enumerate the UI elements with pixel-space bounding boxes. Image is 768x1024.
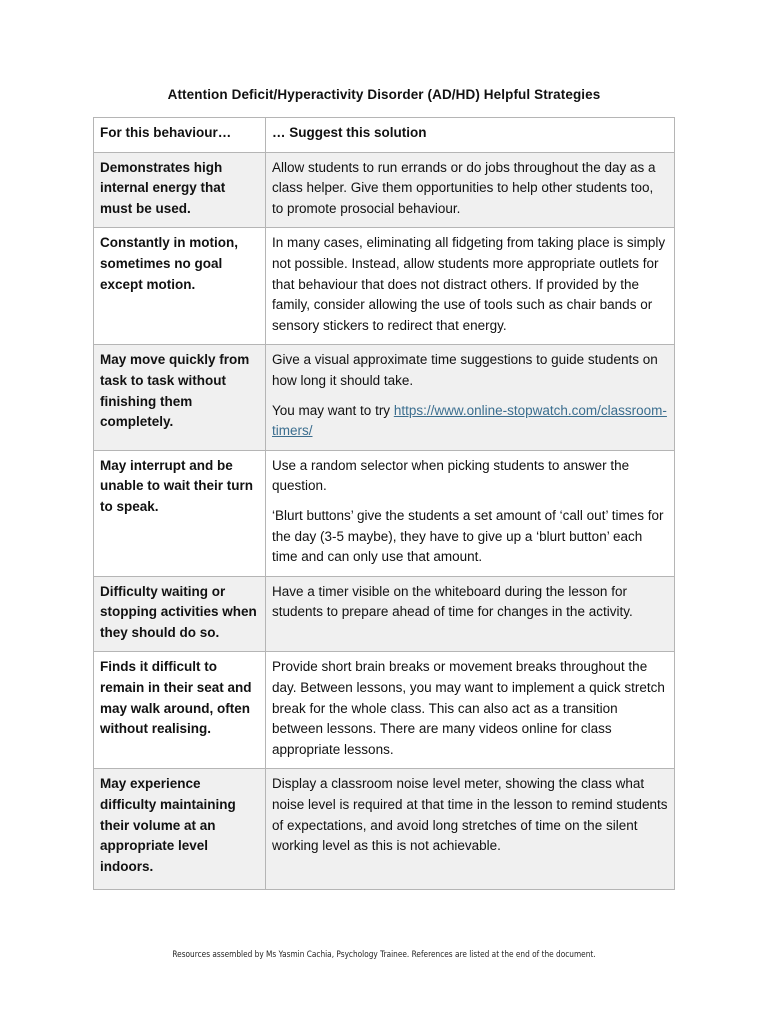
solution-cell [266, 450, 675, 576]
solution-cell [266, 152, 675, 228]
table-row [94, 345, 675, 450]
table-row [94, 152, 675, 228]
solution-text: Use a random selector when picking students to answer the question. [272, 457, 630, 494]
page-footer: Resources assembled by Ms Yasmin Cachia, Psychology Trainee. References are listed at the end of the document. [172, 950, 596, 960]
solution-text: ‘Blurt buttons’ give the students a set amount of ‘call out’ times for the day (3-5 maybe), they have to give up a ‘blurt button’ each time and can only use that amount. [272, 507, 664, 565]
solution-cell [266, 228, 675, 345]
solution-cell [266, 345, 675, 450]
behaviour-cell: Demonstrates high internal energy that must be used. [94, 152, 266, 228]
header-solution: … Suggest this solution [266, 118, 675, 153]
solution-cell [266, 576, 675, 652]
solution-text: Have a timer visible on the whiteboard during the lesson for students to prepare ahead of time for changes in the activity. [272, 583, 633, 620]
header-behaviour: For this behaviour… [94, 118, 266, 153]
table-row [94, 652, 675, 769]
solution-cell [266, 652, 675, 769]
table-row [94, 228, 675, 345]
table-row [94, 576, 675, 652]
solution-text-link-para [272, 401, 668, 442]
behaviour-cell: Difficulty waiting or stopping activities when they should do so. [94, 576, 266, 652]
table-row [94, 450, 675, 576]
solution-text: Display a classroom noise level meter, showing the class what noise level is required at that time in the lesson to remind students of expectations, and avoid long stretches of time on the silent working level as this is not achievable. [272, 776, 668, 854]
behaviour-cell: May experience difficulty maintaining their volume at an appropriate level indoors. [94, 769, 266, 890]
solution-cell [266, 769, 675, 890]
page-title: Attention Deficit/Hyperactivity Disorder (AD/HD) Helpful Strategies [167, 87, 601, 102]
strategies-table [93, 117, 675, 890]
timer-link[interactable]: https://www.online-stopwatch.com/classroom-timers/ [272, 402, 667, 439]
solution-text: Give a visual approximate time suggestions to guide students on how long it should take. [272, 352, 658, 388]
solution-text: Provide short brain breaks or movement breaks throughout the day. Between lessons, you may want to implement a quick stretch break for the whole class. This can also act as a transition between lessons. There are many videos online for class appropriate lessons. [272, 659, 665, 757]
table-row [94, 769, 675, 890]
behaviour-cell: Constantly in motion, sometimes no goal except motion. [94, 228, 266, 345]
behaviour-cell: May move quickly from task to task without finishing them completely. [94, 345, 266, 450]
solution-text: Allow students to run errands or do jobs throughout the day as a class helper. Give them opportunities to help other students too, to promote prosocial behaviour. [272, 159, 656, 216]
solution-text: In many cases, eliminating all fidgeting from taking place is simply not possible. Instead, allow students more appropriate outlets for that behaviour that does not distract others. If provided by the family, consider allowing the use of tools such as chair bands or sensory stickers to redirect that energy. [272, 235, 666, 333]
behaviour-cell: Finds it difficult to remain in their seat and may walk around, often without realising. [94, 652, 266, 769]
behaviour-cell: May interrupt and be unable to wait their turn to speak. [94, 450, 266, 576]
solution-link-prefix: You may want to try [272, 402, 394, 418]
table-header-row [94, 118, 675, 153]
